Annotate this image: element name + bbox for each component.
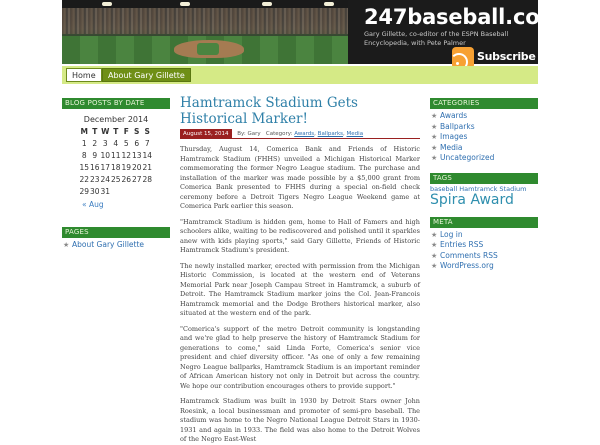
category-label: Images (440, 132, 468, 141)
calendar-day (132, 185, 143, 197)
calendar-day: 22 (79, 174, 90, 184)
calendar (79, 126, 153, 197)
calendar-day: 8 (81, 150, 87, 160)
calendar-day: 26 (121, 174, 132, 184)
meta-link-wordpress[interactable] (430, 261, 538, 272)
post-paragraph: Hamtramck Stadium was built in 1930 by Detroit Stars owner John Roesink, a local businessman and promoter of semi-pro baseball. The stadium was home to the Negro National League Detroit Stars in 1930-1931 and again in 1933. The field was also home to the Detroit Wolves of the Negro East-West (180, 397, 420, 443)
star-bullet-icon: ★ (431, 241, 438, 249)
calendar-weekday: F (123, 127, 129, 136)
calendar-day: 20 (131, 162, 142, 172)
calendar-day: 17 (100, 162, 111, 172)
stadium-banner-image (62, 0, 348, 64)
post-paragraph: "Hamtramck Stadium is hidden gem, home to Hall of Famers and high schoolers alike, waiting to be rediscovered and polished until it sparkles anew with kids playing sports," said Gary Gillette, Friends of Historic Hamtramck Stadium's president. (180, 217, 420, 254)
calendar-day: 21 (142, 162, 153, 172)
calendar-day: 2 (92, 138, 98, 148)
tag-cloud-spira-award[interactable]: Spira Award (430, 191, 514, 208)
calendar-day: 29 (79, 186, 90, 196)
calendar-day: 13 (131, 150, 142, 160)
calendar-day: 30 (89, 186, 100, 196)
post-paragraph: "Comerica's support of the metro Detroit community is longstanding and we're glad to help preserve the history of Hamtramck Stadium for generations to come," said Linda Forte, Comerica's senior vice president and chief diversity officer. "As one of only a few remaining Negro League ballparks, Hamtramck Stadium is an important reminder of African American history not only in Detroit but across the country. We hope our contribution encourages others to provide support." (180, 324, 420, 390)
calendar-day: 23 (89, 174, 100, 184)
calendar-day: 5 (123, 138, 129, 148)
post-date: August 15, 2014 (180, 129, 232, 139)
post-category-link[interactable]: Media (346, 131, 364, 137)
calendar-day: 14 (142, 150, 153, 160)
meta-label: Comments RSS (440, 250, 498, 260)
post-meta: August 15, 2014 By: Gary Category: Awards, Ballparks, Media (180, 129, 420, 139)
meta-link-login[interactable] (430, 230, 538, 241)
category-link-images[interactable] (430, 132, 538, 143)
category-label: Ballparks (440, 121, 475, 131)
calendar-prev-month-link[interactable]: « Aug (82, 200, 104, 209)
category-link-awards[interactable] (430, 111, 538, 122)
star-bullet-icon: ★ (431, 154, 438, 162)
calendar-weekday: S (134, 127, 140, 136)
star-bullet-icon: ★ (63, 241, 70, 249)
star-bullet-icon: ★ (431, 230, 438, 239)
calendar-day: 18 (110, 162, 121, 172)
site-title[interactable]: 247baseball.com (364, 5, 562, 29)
star-bullet-icon: ★ (431, 122, 438, 131)
post-paragraph: The newly installed marker, erected with permission from the Michigan Historic Commission, is located at the western end of Veterans Memorial Park near Joseph Campau Street in Hamtramck, a suburb of Detroit. The Hamtramck Stadium marker joins the Col. Jean-Francois Hamtramck memorial and the Dodge Brothers historical marker, also situated at the western end of the park. (180, 261, 420, 317)
post-author: Gary (247, 131, 261, 137)
post-title[interactable]: Hamtramck Stadium Gets Historical Marker! (180, 95, 358, 127)
meta-label: Log in (440, 229, 463, 239)
calendar-day: 3 (102, 138, 108, 148)
calendar-day (121, 185, 132, 197)
star-bullet-icon: ★ (431, 133, 438, 141)
pages-heading: PAGES (62, 227, 170, 238)
star-bullet-icon: ★ (431, 262, 438, 270)
meta-list (430, 230, 538, 272)
calendar-day: 19 (121, 162, 132, 172)
calendar-weekday: W (101, 127, 110, 136)
meta-link-entries-rss[interactable] (430, 240, 538, 251)
post-author-prefix: By (237, 131, 244, 137)
calendar-day (142, 185, 153, 197)
calendar-day: 31 (100, 186, 111, 196)
calendar-weekday: M (80, 127, 88, 136)
post-paragraph: Thursday, August 14, Comerica Bank and Friends of Historic Hamtramck Stadium (FHHS) unveiled a Michigan Historical Marker commemorating the former Negro League stadium. The purchase and installation of the marker was made possible by a $5,000 grant from Comerica Bank presented to FHHS during a special on-field check ceremony before a Detroit Tigers Negro League Weekend game at Comerica Park earlier this season. (180, 145, 420, 210)
category-label: Uncategorized (440, 153, 495, 162)
category-link-media[interactable] (430, 143, 538, 154)
page-link-about[interactable] (62, 240, 170, 251)
subscribe-button[interactable] (452, 47, 538, 64)
post-body (180, 145, 420, 445)
main-nav (62, 66, 538, 84)
content-area (180, 95, 420, 443)
calendar-day: 27 (131, 174, 142, 184)
calendar-day (111, 185, 122, 197)
calendar-day: 1 (81, 138, 87, 148)
category-label: Awards (440, 111, 468, 120)
calendar-day: 16 (89, 162, 100, 172)
star-bullet-icon: ★ (431, 143, 438, 152)
pages-list (62, 240, 170, 251)
site-header (62, 0, 562, 64)
calendar-day: 11 (110, 150, 121, 160)
nav-home-tab[interactable]: Home (66, 68, 102, 82)
star-bullet-icon: ★ (431, 112, 438, 120)
tags-heading: TAGS (430, 173, 538, 184)
calendar-caption: December 2014 (83, 115, 149, 124)
category-link-uncategorized[interactable] (430, 153, 538, 164)
category-link-ballparks[interactable] (430, 122, 538, 133)
page-link-label: About Gary Gillette (72, 240, 145, 249)
meta-heading: META (430, 217, 538, 228)
calendar-weekday: S (144, 127, 150, 136)
post-category-link[interactable]: Ballparks (317, 131, 344, 137)
subscribe-label: Subscribe (477, 50, 536, 63)
calendar-day: 10 (100, 150, 111, 160)
star-bullet-icon: ★ (431, 251, 438, 260)
post (180, 96, 420, 445)
post-category-prefix: Category: (265, 131, 293, 137)
calendar-weekday: T (113, 127, 119, 136)
calendar-day: 4 (113, 138, 119, 148)
calendar-day: 24 (100, 174, 111, 184)
calendar-day: 25 (110, 174, 121, 184)
meta-label: WordPress.org (440, 261, 494, 270)
category-label: Media (440, 142, 463, 152)
calendar-day: 6 (134, 138, 140, 148)
calendar-weekday: T (92, 127, 98, 136)
calendar-day: 12 (121, 150, 132, 160)
meta-link-comments-rss[interactable] (430, 251, 538, 262)
calendar-day: 7 (144, 138, 150, 148)
categories-heading: CATEGORIES (430, 98, 538, 109)
tag-cloud-small[interactable]: baseball Hamtramck Stadium (430, 184, 527, 193)
site-description: Gary Gillette, co-editor of the ESPN Baseball Encyclopedia, with Pete Palmer (364, 30, 509, 47)
right-sidebar (430, 98, 538, 272)
calendar-day: 28 (142, 174, 153, 184)
categories-list (430, 111, 538, 164)
blog-posts-by-date-heading: BLOG POSTS BY DATE (62, 98, 170, 109)
calendar-day: 9 (92, 150, 98, 160)
calendar-day: 15 (79, 162, 90, 172)
left-sidebar (62, 98, 170, 251)
post-category-link[interactable]: Awards (294, 131, 315, 137)
nav-about-tab[interactable]: About Gary Gillette (102, 68, 191, 82)
meta-label: Entries RSS (440, 240, 484, 249)
